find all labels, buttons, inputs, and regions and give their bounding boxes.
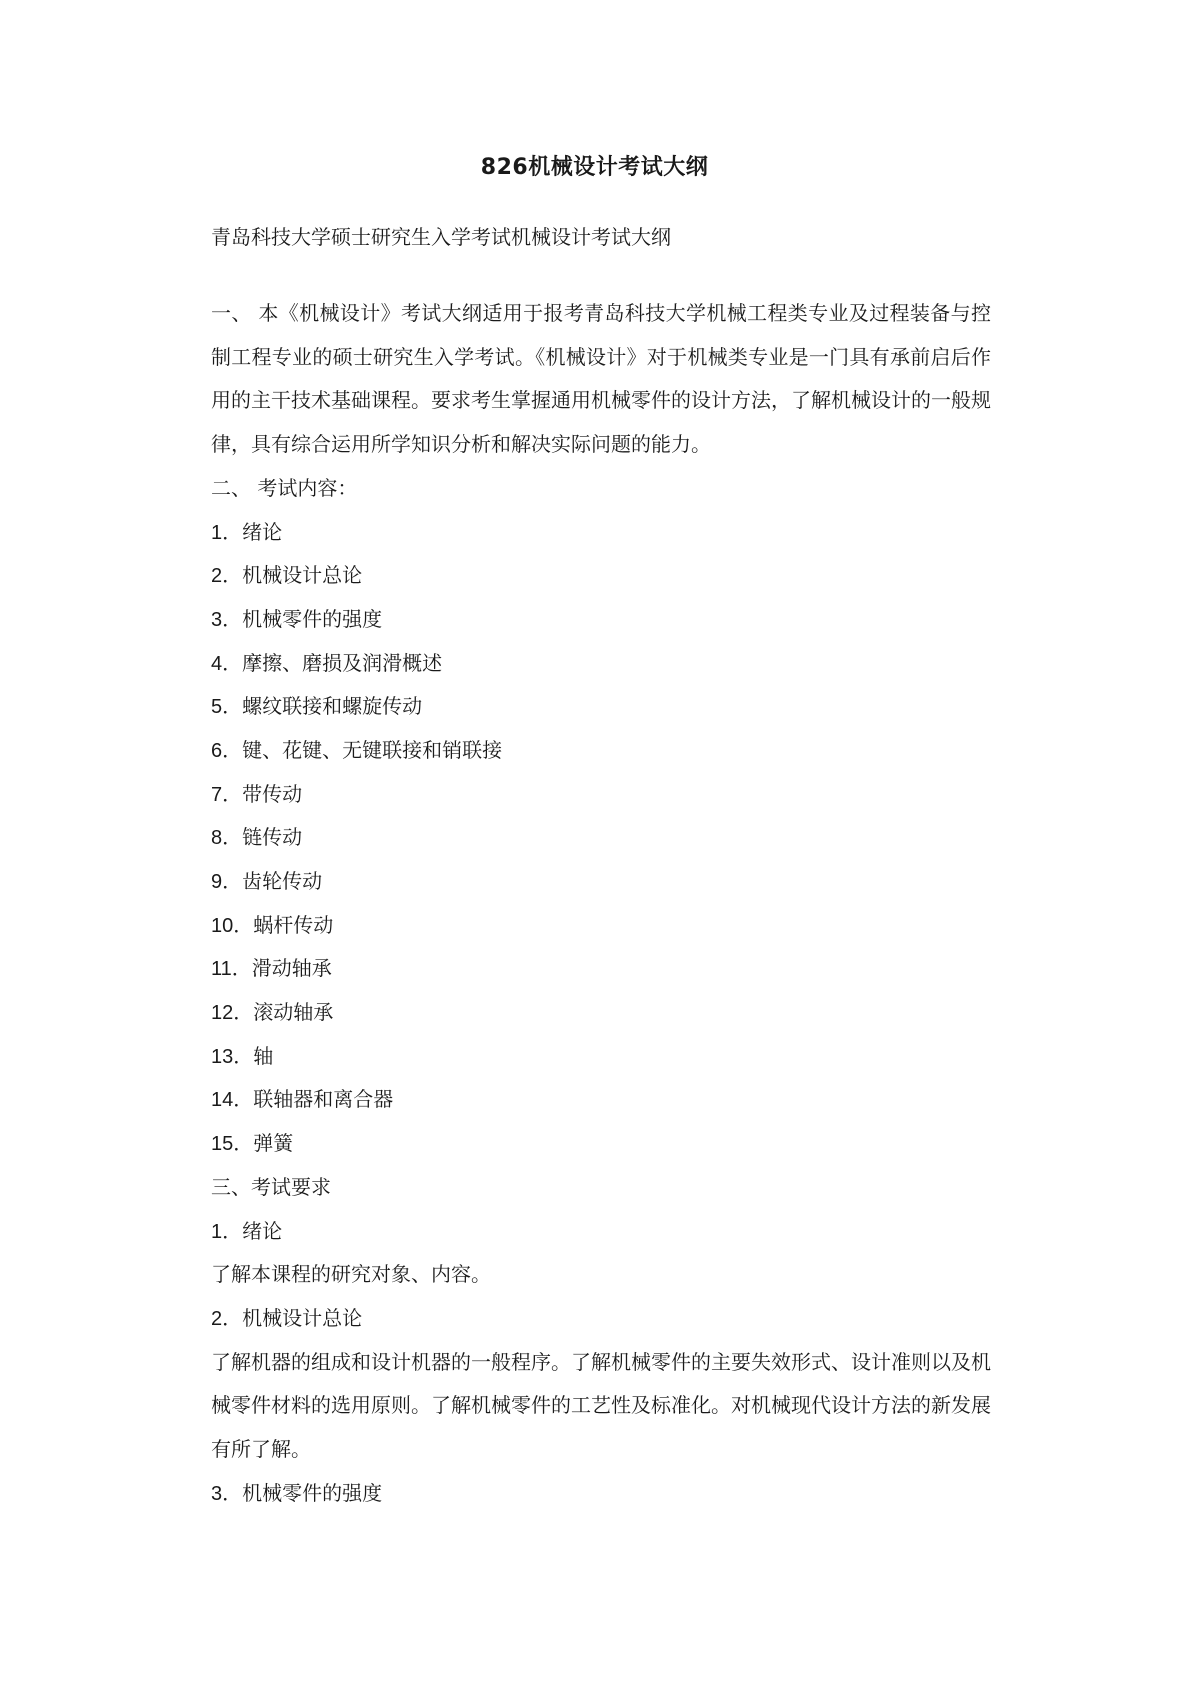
- list-item-text: 螺纹联接和螺旋传动: [242, 694, 423, 719]
- requirement-title: 机械零件的强度: [242, 1480, 383, 1505]
- list-item-text: 带传动: [242, 781, 303, 806]
- list-item: [211, 598, 991, 642]
- requirement-1-text: 了解本课程的研究对象、内容。: [211, 1262, 491, 1287]
- list-item-number: 15．: [211, 1133, 254, 1156]
- list-item: [211, 729, 991, 773]
- list-item: [211, 554, 991, 598]
- list-item-number: 14．: [211, 1089, 254, 1112]
- list-item: [211, 685, 991, 729]
- list-item-text: 键、花键、无键联接和销联接: [242, 737, 503, 762]
- list-item-number: 11．: [211, 958, 252, 981]
- requirement-1-heading: [211, 1210, 991, 1254]
- list-item: [211, 773, 991, 817]
- section-3-heading: 三、考试要求: [211, 1174, 331, 1199]
- page-title: 826机械设计考试大纲: [480, 155, 709, 180]
- requirement-number: 1．: [211, 1220, 243, 1243]
- list-item-text: 蜗杆传动: [253, 912, 334, 937]
- list-item: [211, 860, 991, 904]
- list-item: [211, 991, 991, 1035]
- list-item-number: 5．: [211, 696, 243, 719]
- requirement-title: 机械设计总论: [242, 1305, 363, 1330]
- requirement-number: 3．: [211, 1482, 243, 1505]
- list-item-text: 滑动轴承: [251, 956, 332, 981]
- document-body: [211, 292, 991, 1515]
- list-item-text: 摩擦、磨损及润滑概述: [242, 650, 443, 675]
- list-item-number: 3．: [211, 608, 243, 631]
- list-item: [211, 816, 991, 860]
- section-2-heading: 二、 考试内容：: [211, 475, 358, 500]
- list-item-number: 2．: [211, 565, 243, 588]
- list-item-text: 绪论: [242, 519, 283, 544]
- list-item-text: 轴: [253, 1043, 274, 1068]
- list-item-text: 机械零件的强度: [242, 606, 383, 631]
- list-item: [211, 642, 991, 686]
- list-item-number: 4．: [211, 652, 243, 675]
- requirement-3-heading: [211, 1472, 991, 1516]
- list-item: [211, 511, 991, 555]
- list-item: [211, 1035, 991, 1079]
- requirement-2-heading: [211, 1297, 991, 1341]
- list-item-number: 7．: [211, 783, 243, 806]
- requirement-title: 绪论: [242, 1218, 283, 1243]
- list-item: [211, 1122, 991, 1166]
- requirement-2-text: 了解机器的组成和设计机器的一般程序。了解机械零件的主要失效形式、设计准则以及机械零件材料的选用原则。了解机械零件的工艺性及标准化。对机械现代设计方法的新发展有所了解。: [211, 1349, 991, 1461]
- requirement-number: 2．: [211, 1307, 243, 1330]
- list-item-text: 齿轮传动: [242, 869, 323, 893]
- list-item-number: 10．: [211, 914, 254, 937]
- list-item-text: 弹簧: [253, 1131, 294, 1156]
- list-item-number: 6．: [211, 739, 243, 762]
- list-item-text: 联轴器和离合器: [253, 1087, 394, 1112]
- list-item: [211, 1078, 991, 1122]
- list-item-text: 滚动轴承: [253, 1000, 334, 1025]
- list-item: [211, 947, 991, 991]
- list-item: [211, 904, 991, 948]
- list-item-number: 8．: [211, 827, 243, 850]
- list-item-text: 机械设计总论: [242, 563, 363, 588]
- document-subtitle: 青岛科技大学硕士研究生入学考试机械设计考试大纲: [211, 225, 671, 249]
- list-item-number: 1．: [211, 521, 243, 544]
- list-item-number: 9．: [211, 871, 243, 893]
- section-1-paragraph: 一、 本《机械设计》考试大纲适用于报考青岛科技大学机械工程类专业及过程装备与控制工程专业的硕士研究生入学考试。《机械设计》对于机械类专业是一门具有承前启后作用的主干技术基础课程。要求考生掌握通用机械零件的设计方法，了解机械设计的一般规律，具有综合运用所学知识分析和解决实际问题的能力。: [211, 301, 991, 457]
- list-item-number: 13．: [211, 1045, 254, 1068]
- list-item-text: 链传动: [242, 825, 303, 850]
- list-item-number: 12．: [211, 1002, 254, 1025]
